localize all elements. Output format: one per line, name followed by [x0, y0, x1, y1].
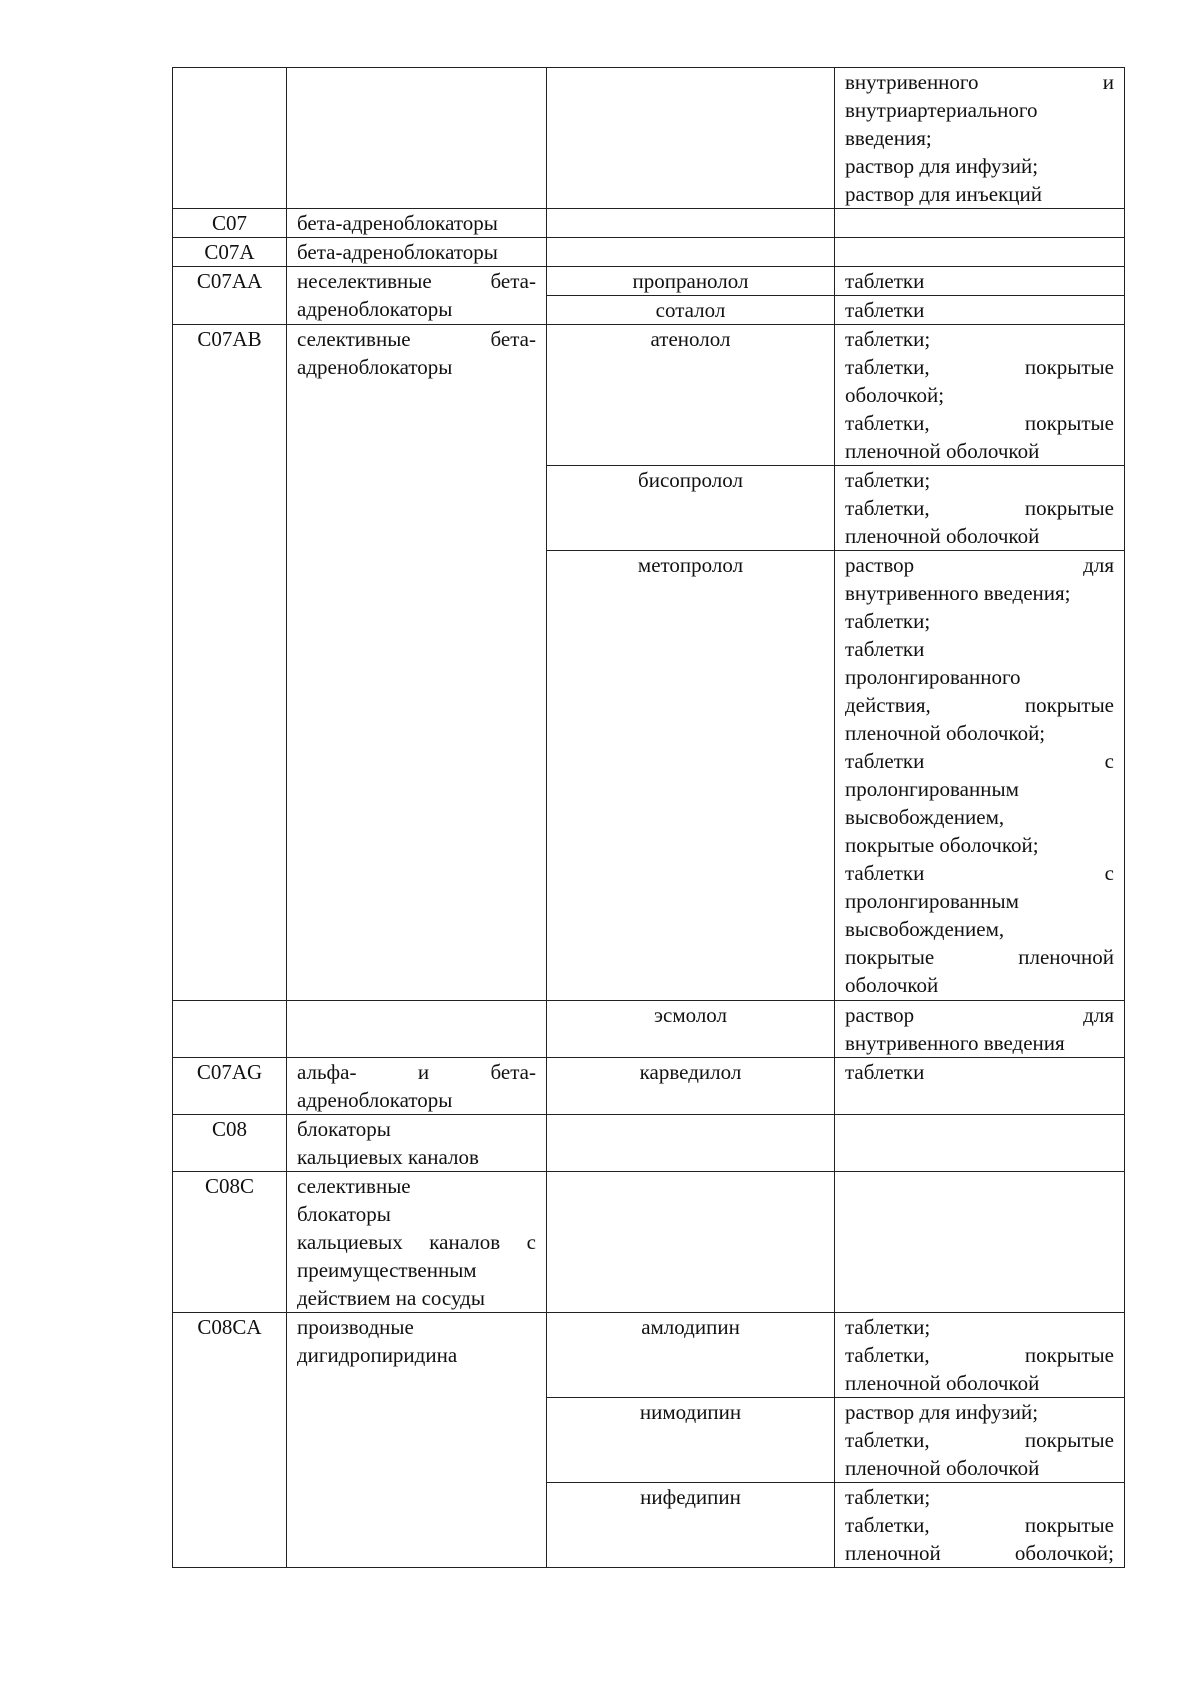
drug-cell: метопролол [547, 551, 835, 1001]
form-line: введения; [845, 126, 932, 150]
form-cell [835, 1115, 1125, 1172]
form-line: таблетки, покрытые [845, 1428, 1114, 1452]
form-line: пленочной оболочкой; [845, 1541, 1114, 1565]
table-row [173, 1115, 1125, 1172]
form-line: внутриартериального [845, 98, 1038, 122]
group-cell [287, 1001, 547, 1058]
form-line: внутривенного и [845, 70, 1114, 94]
form-line: покрытые оболочкой; [845, 833, 1039, 857]
group-cell [287, 68, 547, 209]
form-cell [835, 466, 1125, 551]
table-row [173, 209, 1125, 238]
group-line: селективные [297, 1174, 411, 1198]
drug-cell [547, 209, 835, 238]
form-cell [835, 238, 1125, 267]
atc-code-cell: C07 [173, 209, 287, 238]
form-cell: таблетки [835, 296, 1125, 325]
form-line: таблетки, покрытые [845, 1513, 1114, 1537]
drug-cell: атенолол [547, 325, 835, 466]
form-line: пролонгированным [845, 889, 1019, 913]
group-line: блокаторы [297, 1117, 391, 1141]
atc-code-cell: C08CA [173, 1313, 287, 1568]
form-line: таблетки с [845, 749, 1114, 773]
drug-cell: пропранолол [547, 267, 835, 296]
drug-cell [547, 1115, 835, 1172]
table-row [173, 1058, 1125, 1115]
group-line: преимущественным [297, 1258, 477, 1282]
form-line: высвобождением, [845, 917, 1005, 941]
form-line: раствор для [845, 553, 1114, 577]
group-cell: неселективные бета-адреноблокаторы [287, 267, 547, 325]
form-line: таблетки; [845, 1485, 931, 1509]
form-line: таблетки; [845, 609, 931, 633]
table-row [173, 238, 1125, 267]
atc-code-cell [173, 68, 287, 209]
form-line: пролонгированного [845, 665, 1021, 689]
form-line: таблетки; [845, 327, 931, 351]
table-row [173, 325, 1125, 466]
atc-code-cell: C07A [173, 238, 287, 267]
atc-code-cell: C08C [173, 1172, 287, 1313]
form-line: пленочной оболочкой [845, 524, 1040, 548]
form-line: пролонгированным [845, 777, 1019, 801]
form-cell [835, 1398, 1125, 1483]
form-line: внутривенного введения [845, 1031, 1065, 1055]
group-cell [287, 1115, 547, 1172]
form-line: высвобождением, [845, 805, 1005, 829]
form-cell [835, 325, 1125, 466]
group-cell: бета-адреноблокаторы [287, 209, 547, 238]
drug-list-table [172, 67, 1125, 1568]
group-line: кальциевых каналов с [297, 1230, 536, 1254]
form-line: пленочной оболочкой [845, 439, 1040, 463]
atc-code-cell [173, 1001, 287, 1058]
group-line: кальциевых каналов [297, 1145, 479, 1169]
form-cell: таблетки [835, 267, 1125, 296]
form-line: оболочкой; [845, 383, 945, 407]
table-row [173, 68, 1125, 209]
drug-cell: нимодипин [547, 1398, 835, 1483]
form-line: пленочной оболочкой [845, 1456, 1040, 1480]
atc-code-cell: C07AA [173, 267, 287, 325]
drug-cell [547, 238, 835, 267]
form-cell [835, 1483, 1125, 1568]
form-line: таблетки [845, 637, 925, 661]
drug-cell: соталол [547, 296, 835, 325]
form-cell [835, 1313, 1125, 1398]
table-row [173, 1172, 1125, 1313]
form-line: таблетки; [845, 1315, 931, 1339]
form-cell: таблетки [835, 1058, 1125, 1115]
form-line: оболочкой [845, 973, 939, 997]
form-line: раствор для инфузий; [845, 1400, 1039, 1424]
form-line: пленочной оболочкой [845, 1371, 1040, 1395]
drug-cell: нифедипин [547, 1483, 835, 1568]
form-line: раствор для инфузий; [845, 154, 1039, 178]
form-line: таблетки с [845, 861, 1114, 885]
table-row [173, 1313, 1125, 1398]
form-cell [835, 1172, 1125, 1313]
group-cell: селективные бета-адреноблокаторы [287, 325, 547, 1001]
drug-cell [547, 68, 835, 209]
group-cell: бета-адреноблокаторы [287, 238, 547, 267]
group-cell [287, 1313, 547, 1568]
atc-code-cell: C07AB [173, 325, 287, 1001]
drug-cell: бисопролол [547, 466, 835, 551]
form-cell [835, 551, 1125, 1001]
group-cell: альфа- и бета-адреноблокаторы [287, 1058, 547, 1115]
form-line: таблетки, покрытые [845, 1343, 1114, 1367]
form-line: пленочной оболочкой; [845, 721, 1046, 745]
form-cell [835, 209, 1125, 238]
group-line: дигидропиридина [297, 1343, 458, 1367]
drug-cell: эсмолол [547, 1001, 835, 1058]
atc-code-cell: C07AG [173, 1058, 287, 1115]
form-line: раствор для инъекций [845, 182, 1042, 206]
form-line: таблетки, покрытые [845, 355, 1114, 379]
table-row [173, 1001, 1125, 1058]
group-line: действием на сосуды [297, 1286, 485, 1310]
drug-cell: карведилол [547, 1058, 835, 1115]
form-line: таблетки, покрытые [845, 411, 1114, 435]
group-cell [287, 1172, 547, 1313]
form-line: внутривенного введения; [845, 581, 1071, 605]
form-cell [835, 1001, 1125, 1058]
atc-code-cell: C08 [173, 1115, 287, 1172]
form-line: покрытые пленочной [845, 945, 1114, 969]
drug-cell: амлодипин [547, 1313, 835, 1398]
form-line: таблетки, покрытые [845, 496, 1114, 520]
drug-cell [547, 1172, 835, 1313]
form-line: раствор для [845, 1003, 1114, 1027]
group-line: блокаторы [297, 1202, 391, 1226]
form-line: таблетки; [845, 468, 931, 492]
table-row [173, 267, 1125, 296]
form-line: действия, покрытые [845, 693, 1114, 717]
form-cell [835, 68, 1125, 209]
group-line: производные [297, 1315, 414, 1339]
